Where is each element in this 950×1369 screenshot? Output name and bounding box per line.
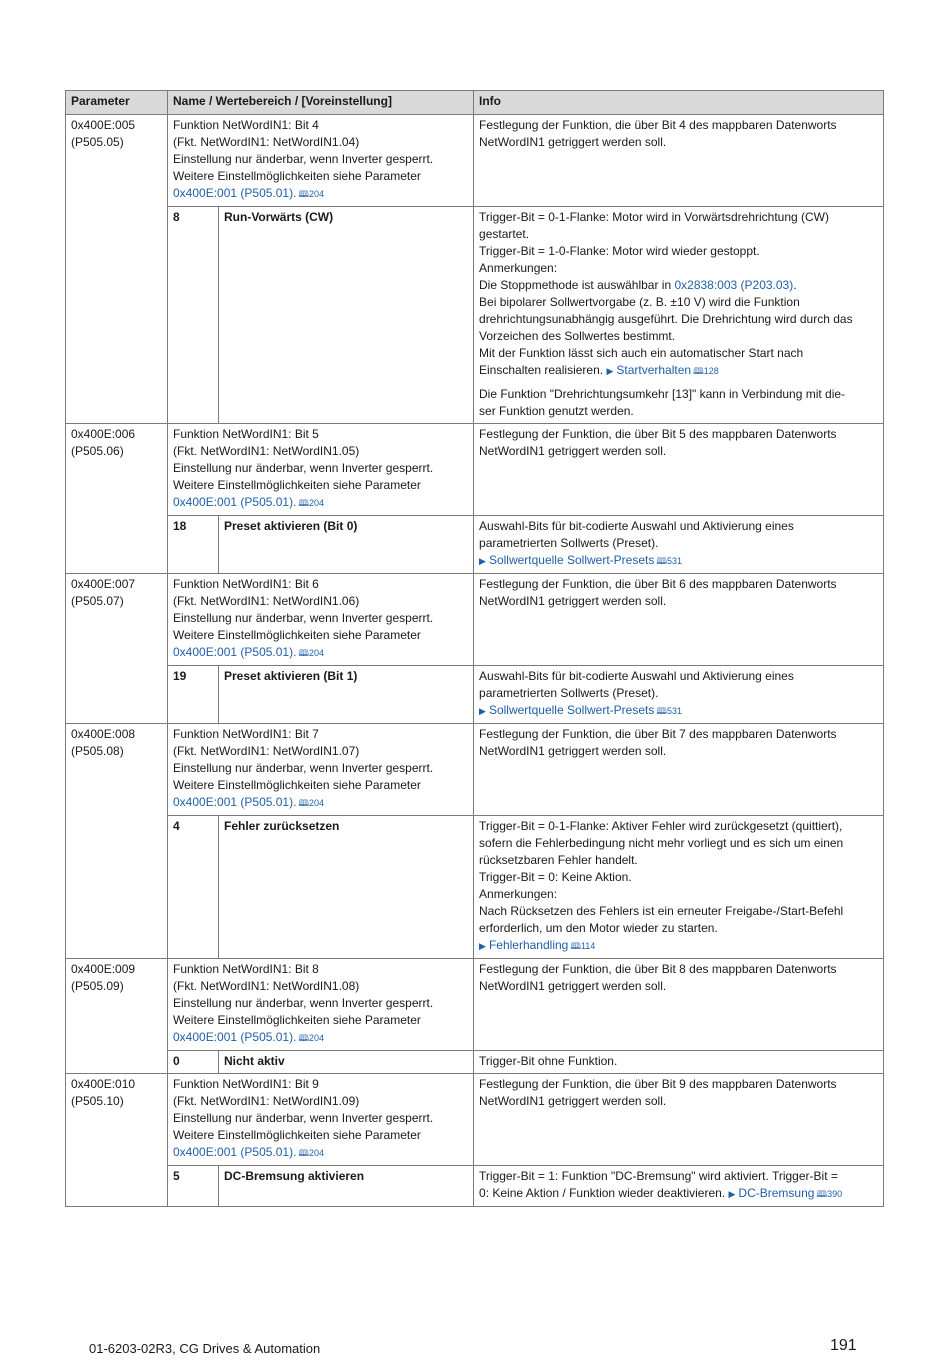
name-line: Funktion NetWordIN1: Bit 4 — [173, 118, 319, 132]
name-line: Einstellung nur änderbar, wenn Inverter gesperrt. — [173, 611, 434, 625]
value-info-line: gestartet. — [479, 227, 530, 241]
value-name-cell: Fehler zurücksetzen — [219, 816, 474, 959]
sollwert-presets-link[interactable]: Sollwertquelle Sollwert-Presets — [488, 553, 655, 567]
table-row — [66, 1074, 884, 1166]
name-line: Einstellung nur änderbar, wenn Inverter gesperrt. — [173, 761, 434, 775]
parameter-code: (P505.05) — [71, 135, 124, 149]
header-parameter: Parameter — [66, 91, 168, 115]
value-info-line: Vorzeichen des Sollwertes bestimmt. — [479, 329, 676, 343]
parameter-ref-link[interactable]: 0x400E:001 (P505.01). — [173, 495, 297, 509]
parameter-index: 0x400E:007 — [71, 577, 136, 591]
table-row — [66, 115, 884, 207]
book-icon[interactable]: 🕮 531 — [656, 556, 682, 566]
parameter-ref-link[interactable]: 0x400E:001 (P505.01). — [173, 186, 297, 200]
info-line: Festlegung der Funktion, die über Bit 8 des mappbaren Datenworts — [479, 962, 837, 976]
book-icon[interactable]: 🕮 204 — [298, 189, 324, 199]
value-cell: 19 — [168, 666, 219, 724]
value-info-line: erforderlich, um den Motor wieder zu starten. — [479, 921, 718, 935]
value-info-text: . — [793, 278, 797, 292]
value-name-cell: Nicht aktiv — [219, 1051, 474, 1074]
name-line: (Fkt. NetWordIN1: NetWordIN1.06) — [173, 594, 360, 608]
table-row — [66, 207, 884, 424]
name-line: Einstellung nur änderbar, wenn Inverter gesperrt. — [173, 1111, 434, 1125]
info-line: Festlegung der Funktion, die über Bit 6 des mappbaren Datenworts — [479, 577, 837, 591]
footer-document-id: 01-6203-02R3, CG Drives & Automation — [89, 1341, 321, 1356]
value-name-cell: Preset aktivieren (Bit 1) — [219, 666, 474, 724]
value-cell: 0 — [168, 1051, 219, 1074]
parameter-ref-link[interactable]: 0x400E:001 (P505.01). — [173, 795, 297, 809]
value-info-line: Mit der Funktion lässt sich auch ein automatischer Start nach — [479, 346, 804, 360]
parameter-code: (P505.10) — [71, 1094, 124, 1108]
value-info-line: parametrierten Sollwerts (Preset). — [479, 536, 659, 550]
name-cell — [168, 1074, 474, 1166]
table-row — [66, 1166, 884, 1207]
value-info-line: Nach Rücksetzen des Fehlers ist ein erneuter Freigabe-/Start-Befehl — [479, 904, 844, 918]
name-line: Weitere Einstellmöglichkeiten siehe Parameter — [173, 1128, 421, 1142]
value-info-cell — [474, 816, 884, 959]
name-cell — [168, 424, 474, 516]
info-line: NetWordIN1 getriggert werden soll. — [479, 979, 667, 993]
book-icon[interactable]: 🕮 204 — [298, 498, 324, 508]
name-line: (Fkt. NetWordIN1: NetWordIN1.04) — [173, 135, 360, 149]
value-info-cell — [474, 1051, 884, 1074]
name-line: Weitere Einstellmöglichkeiten siehe Parameter — [173, 169, 421, 183]
book-icon[interactable]: 🕮 204 — [298, 1033, 324, 1043]
name-line: Weitere Einstellmöglichkeiten siehe Parameter — [173, 478, 421, 492]
value-info-line: drehrichtungsunabhängig ausgeführt. Die Drehrichtung wird durch das — [479, 312, 853, 326]
table-header-row — [66, 91, 884, 115]
value-info-line: Trigger-Bit ohne Funktion. — [479, 1054, 618, 1068]
sollwert-presets-link[interactable]: Sollwertquelle Sollwert-Presets — [488, 703, 655, 717]
value-info-text: Einschalten realisieren. — [479, 363, 604, 377]
info-cell — [474, 574, 884, 666]
value-name-cell: Preset aktivieren (Bit 0) — [219, 516, 474, 574]
parameter-code: (P505.06) — [71, 444, 124, 458]
table-row — [66, 724, 884, 816]
name-line: Funktion NetWordIN1: Bit 7 — [173, 727, 319, 741]
value-info-line: Trigger-Bit = 0: Keine Aktion. — [479, 870, 632, 884]
name-line: Weitere Einstellmöglichkeiten siehe Parameter — [173, 778, 421, 792]
fehlerhandling-link[interactable]: Fehlerhandling — [488, 938, 569, 952]
name-line: Funktion NetWordIN1: Bit 9 — [173, 1077, 319, 1091]
info-line: NetWordIN1 getriggert werden soll. — [479, 1094, 667, 1108]
parameter-code: (P505.09) — [71, 979, 124, 993]
table-row — [66, 424, 884, 516]
info-cell — [474, 959, 884, 1051]
stop-method-link[interactable]: 0x2838:003 (P203.03) — [674, 278, 794, 292]
parameter-table — [65, 90, 884, 1207]
name-cell — [168, 574, 474, 666]
header-info: Info — [474, 91, 884, 115]
info-line: NetWordIN1 getriggert werden soll. — [479, 594, 667, 608]
parameter-index: 0x400E:009 — [71, 962, 136, 976]
name-cell — [168, 959, 474, 1051]
startverhalten-link[interactable]: Startverhalten — [616, 363, 692, 377]
arrow-right-icon: ▶ — [479, 706, 486, 716]
table-row — [66, 574, 884, 666]
value-info-cell — [474, 666, 884, 724]
value-info-cell — [474, 516, 884, 574]
name-line: Weitere Einstellmöglichkeiten siehe Parameter — [173, 628, 421, 642]
info-cell — [474, 724, 884, 816]
value-info-text: 0: Keine Aktion / Funktion wieder deaktivieren. — [479, 1186, 726, 1200]
parameter-index-cell — [66, 724, 168, 959]
name-cell — [168, 115, 474, 207]
info-line: Festlegung der Funktion, die über Bit 4 des mappbaren Datenworts — [479, 118, 837, 132]
parameter-index-cell — [66, 574, 168, 724]
info-line: Festlegung der Funktion, die über Bit 9 des mappbaren Datenworts — [479, 1077, 837, 1091]
value-cell: 5 — [168, 1166, 219, 1207]
arrow-right-icon: ▶ — [479, 556, 486, 566]
book-icon[interactable]: 🕮 114 — [570, 941, 595, 951]
value-name-cell: Run-Vorwärts (CW) — [219, 207, 474, 424]
name-line: Funktion NetWordIN1: Bit 6 — [173, 577, 319, 591]
parameter-code: (P505.08) — [71, 744, 124, 758]
parameter-ref-link[interactable]: 0x400E:001 (P505.01). — [173, 1030, 297, 1044]
name-line: (Fkt. NetWordIN1: NetWordIN1.07) — [173, 744, 360, 758]
parameter-ref-link[interactable]: 0x400E:001 (P505.01). — [173, 1145, 297, 1159]
arrow-right-icon: ▶ — [479, 941, 486, 951]
arrow-right-icon: ▶ — [728, 1189, 736, 1199]
footer-page-number: 191 — [830, 1337, 857, 1354]
value-cell: 18 — [168, 516, 219, 574]
parameter-index: 0x400E:006 — [71, 427, 136, 441]
name-line: Einstellung nur änderbar, wenn Inverter gesperrt. — [173, 461, 434, 475]
info-cell — [474, 1074, 884, 1166]
parameter-index: 0x400E:008 — [71, 727, 136, 741]
value-info-line: parametrierten Sollwerts (Preset). — [479, 686, 659, 700]
value-info-line: Auswahl-Bits für bit-codierte Auswahl und Aktivierung eines — [479, 519, 794, 533]
value-info-line: Auswahl-Bits für bit-codierte Auswahl und Aktivierung eines — [479, 669, 794, 683]
info-line: NetWordIN1 getriggert werden soll. — [479, 444, 667, 458]
table-row — [66, 666, 884, 724]
parameter-index-cell — [66, 959, 168, 1074]
table-row — [66, 1051, 884, 1074]
value-cell: 4 — [168, 816, 219, 959]
parameter-code: (P505.07) — [71, 594, 124, 608]
info-line: Festlegung der Funktion, die über Bit 5 des mappbaren Datenworts — [479, 427, 837, 441]
table-row — [66, 516, 884, 574]
value-info-line: Anmerkungen: — [479, 261, 558, 275]
value-info-line: ser Funktion genutzt werden. — [479, 404, 634, 418]
book-icon[interactable]: 🕮 204 — [298, 798, 324, 808]
info-line: Festlegung der Funktion, die über Bit 7 des mappbaren Datenworts — [479, 727, 837, 741]
parameter-index-cell — [66, 424, 168, 574]
value-name-cell: DC-Bremsung aktivieren — [219, 1166, 474, 1207]
parameter-index-cell — [66, 1074, 168, 1207]
value-info-cell — [474, 1166, 884, 1207]
book-icon[interactable]: 🕮 204 — [298, 1148, 324, 1158]
table-row — [66, 959, 884, 1051]
parameter-index: 0x400E:005 — [71, 118, 136, 132]
parameter-index: 0x400E:010 — [71, 1077, 136, 1091]
info-line: NetWordIN1 getriggert werden soll. — [479, 744, 667, 758]
arrow-right-icon: ▶ — [606, 366, 614, 376]
name-line: Weitere Einstellmöglichkeiten siehe Parameter — [173, 1013, 421, 1027]
name-line: Funktion NetWordIN1: Bit 5 — [173, 427, 319, 441]
book-icon[interactable]: 🕮 128 — [693, 366, 719, 376]
value-info-line: Bei bipolarer Sollwertvorgabe (z. B. ±10 V) wird die Funktion — [479, 295, 800, 309]
value-info-text: Die Stoppmethode ist auswählbar in — [479, 278, 675, 292]
book-icon[interactable]: 🕮 204 — [298, 648, 324, 658]
name-line: Einstellung nur änderbar, wenn Inverter gesperrt. — [173, 152, 434, 166]
value-info-line: Trigger-Bit = 0-1-Flanke: Aktiver Fehler wird zurückgesetzt (quittiert), — [479, 819, 843, 833]
book-icon[interactable]: 🕮 531 — [656, 706, 682, 716]
parameter-index-cell — [66, 115, 168, 424]
value-info-line: Trigger-Bit = 0-1-Flanke: Motor wird in Vorwärtsdrehrichtung (CW) — [479, 210, 830, 224]
name-line: (Fkt. NetWordIN1: NetWordIN1.09) — [173, 1094, 360, 1108]
name-line: (Fkt. NetWordIN1: NetWordIN1.08) — [173, 979, 360, 993]
value-info-line: Die Funktion "Drehrichtungsumkehr [13]" kann in Verbindung mit die- — [479, 387, 846, 401]
name-line: (Fkt. NetWordIN1: NetWordIN1.05) — [173, 444, 360, 458]
value-cell: 8 — [168, 207, 219, 424]
dc-bremsung-link[interactable]: DC-Bremsung — [738, 1186, 815, 1200]
name-cell — [168, 724, 474, 816]
value-info-line: Trigger-Bit = 1-0-Flanke: Motor wird wieder gestoppt. — [479, 244, 760, 258]
value-info-line: Trigger-Bit = 1: Funktion "DC-Bremsung" wird aktiviert. Trigger-Bit = — [479, 1169, 838, 1183]
name-line: Funktion NetWordIN1: Bit 8 — [173, 962, 319, 976]
value-info-line: sofern die Fehlerbedingung nicht mehr vorliegt und es sich um einen — [479, 836, 844, 850]
name-line: Einstellung nur änderbar, wenn Inverter gesperrt. — [173, 996, 434, 1010]
parameter-ref-link[interactable]: 0x400E:001 (P505.01). — [173, 645, 297, 659]
value-info-cell — [474, 207, 884, 424]
table-row — [66, 816, 884, 959]
header-name: Name / Wertebereich / [Voreinstellung] — [168, 91, 474, 115]
info-cell — [474, 115, 884, 207]
value-info-line: Anmerkungen: — [479, 887, 558, 901]
info-cell — [474, 424, 884, 516]
info-line: NetWordIN1 getriggert werden soll. — [479, 135, 667, 149]
book-icon[interactable]: 🕮 390 — [816, 1189, 842, 1199]
value-info-line: rücksetzbaren Fehler handelt. — [479, 853, 638, 867]
